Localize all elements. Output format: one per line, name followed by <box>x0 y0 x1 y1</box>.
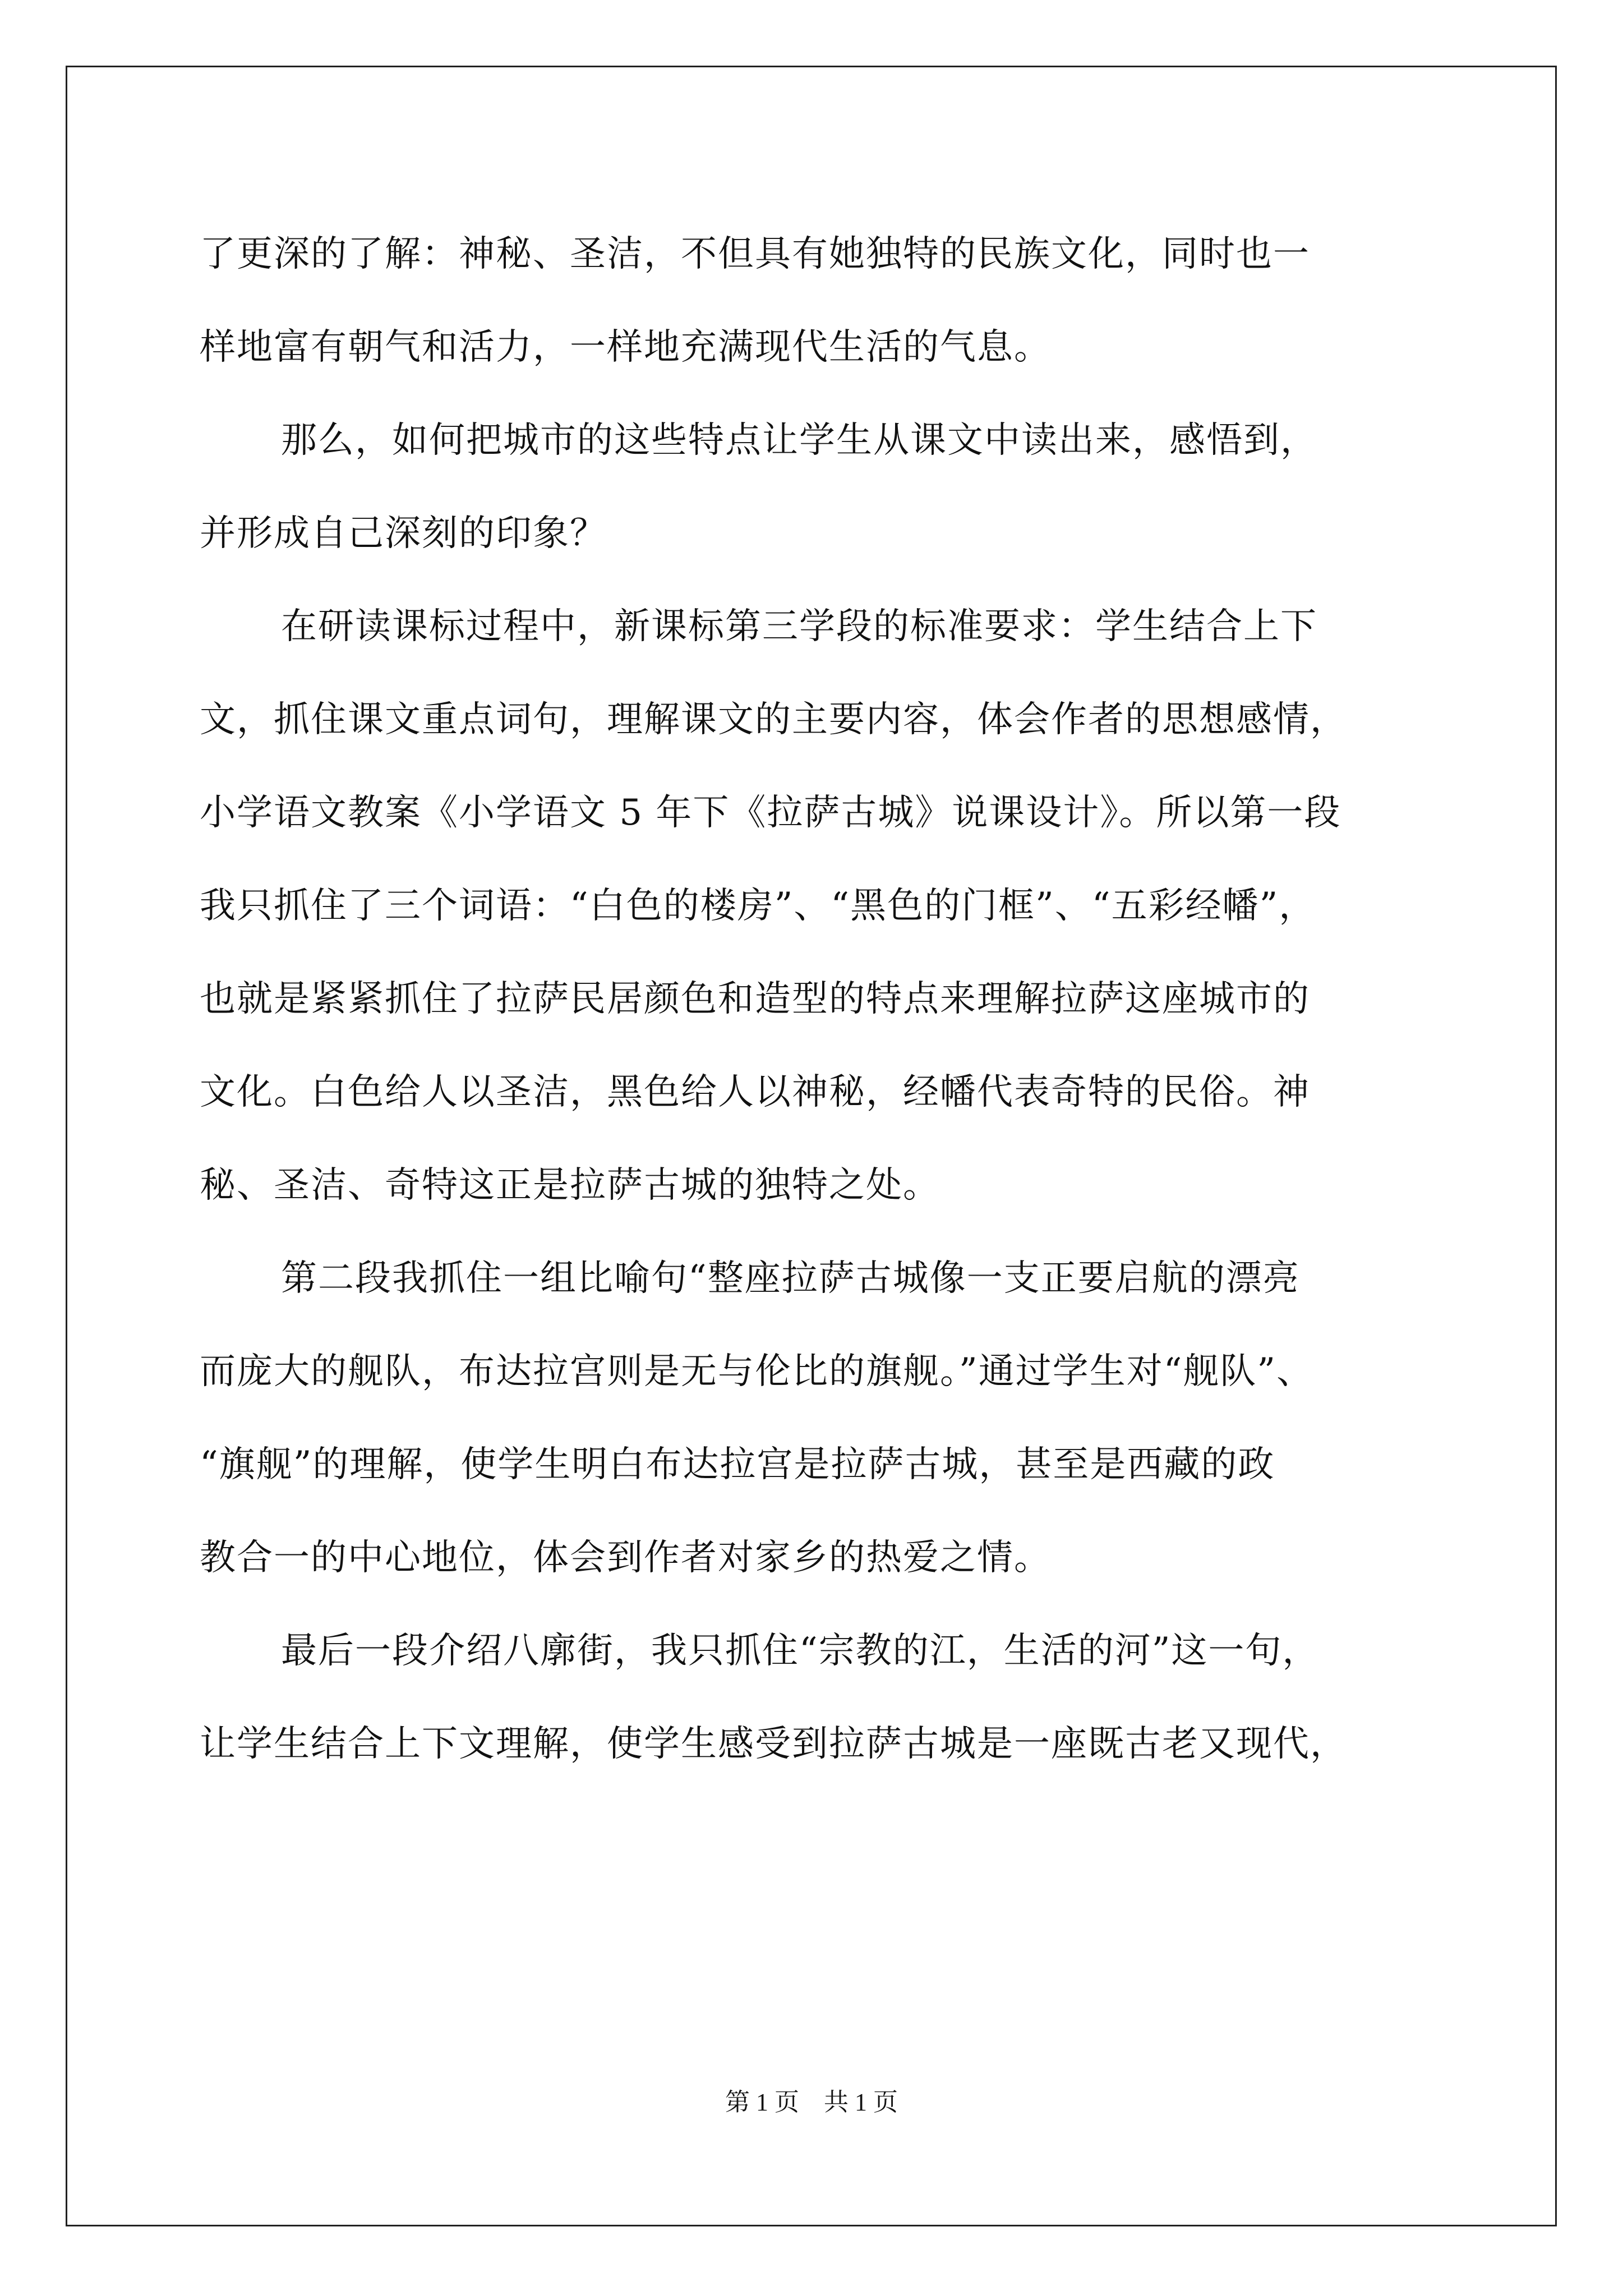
text-line: 教合一的中心地位，体会到作者对家乡的热爱之情。 <box>200 1537 1051 1579</box>
text-line: 文化。白色给人以圣洁，黑色给人以神秘，经幡代表奇特的民俗。神 <box>200 1071 1310 1113</box>
text-line: 文，抓住课文重点词句，理解课文的主要内容，体会作者的思想感情， <box>200 699 1347 740</box>
text-line: 而庞大的舰队，布达拉宫则是无与伦比的旗舰。”通过学生对“舰队”、 <box>200 1351 1314 1392</box>
text-line: 并形成自己深刻的印象？ <box>200 513 607 554</box>
text-line: 样地富有朝气和活力，一样地充满现代生活的气息。 <box>200 326 1051 368</box>
text-line: 秘、圣洁、奇特这正是拉萨古城的独特之处。 <box>200 1165 940 1206</box>
document-body <box>200 208 1461 1791</box>
text-line: 也就是紧紧抓住了拉萨民居颜色和造型的特点来理解拉萨这座城市的 <box>200 978 1310 1020</box>
text-line: 那么，如何把城市的这些特点让学生从课文中读出来，感悟到， <box>281 420 1317 461</box>
text-line: 小学语文教案《小学语文 5 年下《拉萨古城》说课设计》。所以第一段 <box>200 792 1341 834</box>
text-line: 在研读课标过程中，新课标第三学段的标准要求：学生结合上下 <box>281 606 1317 647</box>
text-line: “旗舰”的理解，使学生明白布达拉宫是拉萨古城，甚至是西藏的政 <box>200 1444 1275 1485</box>
text-line: 了更深的了解：神秘、圣洁，不但具有她独特的民族文化，同时也一 <box>200 233 1310 275</box>
text-line: 最后一段介绍八廓街，我只抓住“宗教的江，生活的河”这一句， <box>281 1630 1320 1672</box>
text-line: 让学生结合上下文理解，使学生感受到拉萨古城是一座既古老又现代， <box>200 1723 1347 1765</box>
page-number-footer: 第 1 页 共 1 页 <box>725 2088 898 2116</box>
text-line: 第二段我抓住一组比喻句“整座拉萨古城像一支正要启航的漂亮 <box>281 1258 1300 1299</box>
text-line: 我只抓住了三个词语：“白色的楼房”、“黑色的门框”、“五彩经幡”， <box>200 885 1316 927</box>
